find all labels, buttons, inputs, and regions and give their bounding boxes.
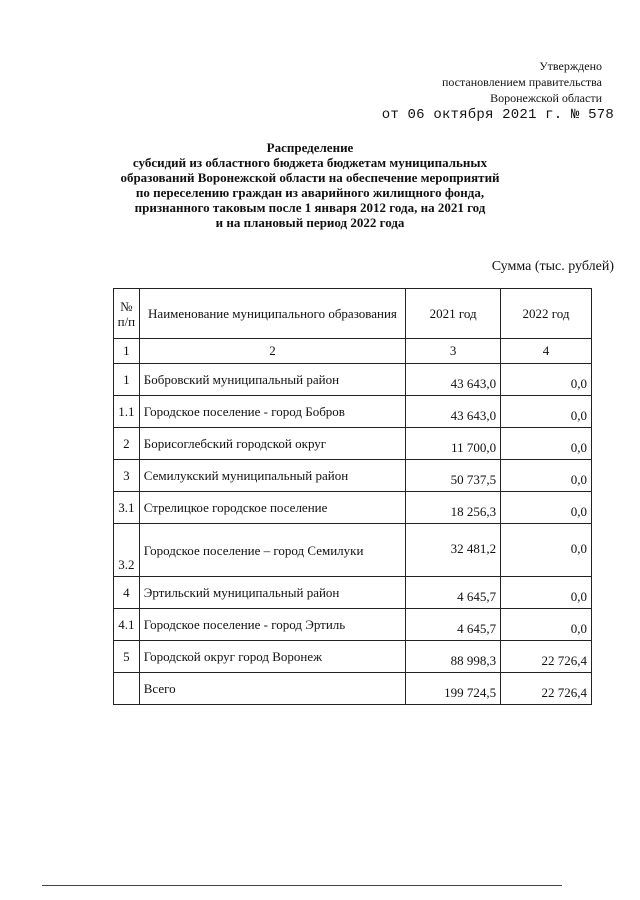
table-row: [114, 641, 592, 673]
header-2021: 2021 год: [406, 289, 501, 339]
row-2021: 4 645,7: [406, 609, 501, 641]
row-2021: 32 481,2: [406, 524, 501, 577]
table-row: [114, 364, 592, 396]
row-num: 1.1: [114, 396, 140, 428]
subsidy-table: [113, 288, 592, 705]
units-label: Сумма (тыс. рублей): [491, 259, 614, 274]
table-total-row: [114, 673, 592, 705]
row-num: 3.1: [114, 492, 140, 524]
row-2021: 43 643,0: [406, 364, 501, 396]
title-line: Распределение: [266, 140, 354, 155]
row-2022: 22 726,4: [501, 641, 592, 673]
row-num: 3: [114, 460, 140, 492]
row-name: Эртильский муниципальный район: [139, 577, 405, 609]
index-cell: 1: [114, 339, 140, 364]
row-name: Городское поселение - город Эртиль: [139, 609, 405, 641]
table-row: [114, 609, 592, 641]
row-num: 4.1: [114, 609, 140, 641]
row-num: 4: [114, 577, 140, 609]
row-2022: 0,0: [501, 364, 592, 396]
row-num: 5: [114, 641, 140, 673]
table-row: [114, 396, 592, 428]
approval-line: Утверждено: [539, 59, 602, 73]
row-name: Семилукский муниципальный район: [139, 460, 405, 492]
total-num-empty: [114, 673, 140, 705]
row-2022: 0,0: [501, 577, 592, 609]
row-2022: 0,0: [501, 428, 592, 460]
row-2021: 50 737,5: [406, 460, 501, 492]
index-cell: 3: [406, 339, 501, 364]
header-name: Наименование муниципального образования: [139, 289, 405, 339]
row-2021: 43 643,0: [406, 396, 501, 428]
row-2022: 0,0: [501, 524, 592, 577]
title-line: по переселению граждан из аварийного жилищного фонда,: [135, 185, 485, 200]
row-2021: 4 645,7: [406, 577, 501, 609]
row-2021: 88 998,3: [406, 641, 501, 673]
table-row: [114, 577, 592, 609]
row-2021: 11 700,0: [406, 428, 501, 460]
page-footer-divider: [42, 885, 562, 886]
index-cell: 4: [501, 339, 592, 364]
approval-line: Воронежской области: [490, 91, 602, 105]
title-line: субсидий из областного бюджета бюджетам муниципальных: [132, 155, 488, 170]
index-cell: 2: [139, 339, 405, 364]
table-header-row: [114, 289, 592, 339]
total-label: Всего: [139, 673, 405, 705]
approval-stamp: [342, 58, 602, 106]
row-name: Городской округ город Воронеж: [139, 641, 405, 673]
row-2022: 0,0: [501, 460, 592, 492]
document-title: [100, 140, 520, 230]
title-line: и на плановый период 2022 года: [215, 215, 405, 230]
title-line: образований Воронежской области на обеспечение мероприятий: [120, 170, 500, 185]
row-name: Бобровский муниципальный район: [139, 364, 405, 396]
decree-date: от 06 октября 2021 г. № 578: [381, 107, 614, 123]
row-2022: 0,0: [501, 609, 592, 641]
row-num: 2: [114, 428, 140, 460]
row-2021: 18 256,3: [406, 492, 501, 524]
row-num: 3.2: [114, 524, 140, 577]
row-2022: 0,0: [501, 492, 592, 524]
row-num: 1: [114, 364, 140, 396]
table-row: [114, 492, 592, 524]
title-line: признанного таковым после 1 января 2012 года, на 2021 год: [134, 200, 486, 215]
approval-line: постановлением правительства: [441, 75, 602, 89]
header-2022: 2022 год: [501, 289, 592, 339]
row-name: Городское поселение - город Бобров: [139, 396, 405, 428]
table-row: [114, 428, 592, 460]
row-name: Городское поселение – город Семилуки: [139, 524, 405, 577]
table-index-row: [114, 339, 592, 364]
total-2022: 22 726,4: [501, 673, 592, 705]
table-row: [114, 524, 592, 577]
total-2021: 199 724,5: [406, 673, 501, 705]
table-row: [114, 460, 592, 492]
row-name: Стрелицкое городское поселение: [139, 492, 405, 524]
row-name: Борисоглебский городской округ: [139, 428, 405, 460]
row-2022: 0,0: [501, 396, 592, 428]
header-num: № п/п: [114, 289, 140, 339]
